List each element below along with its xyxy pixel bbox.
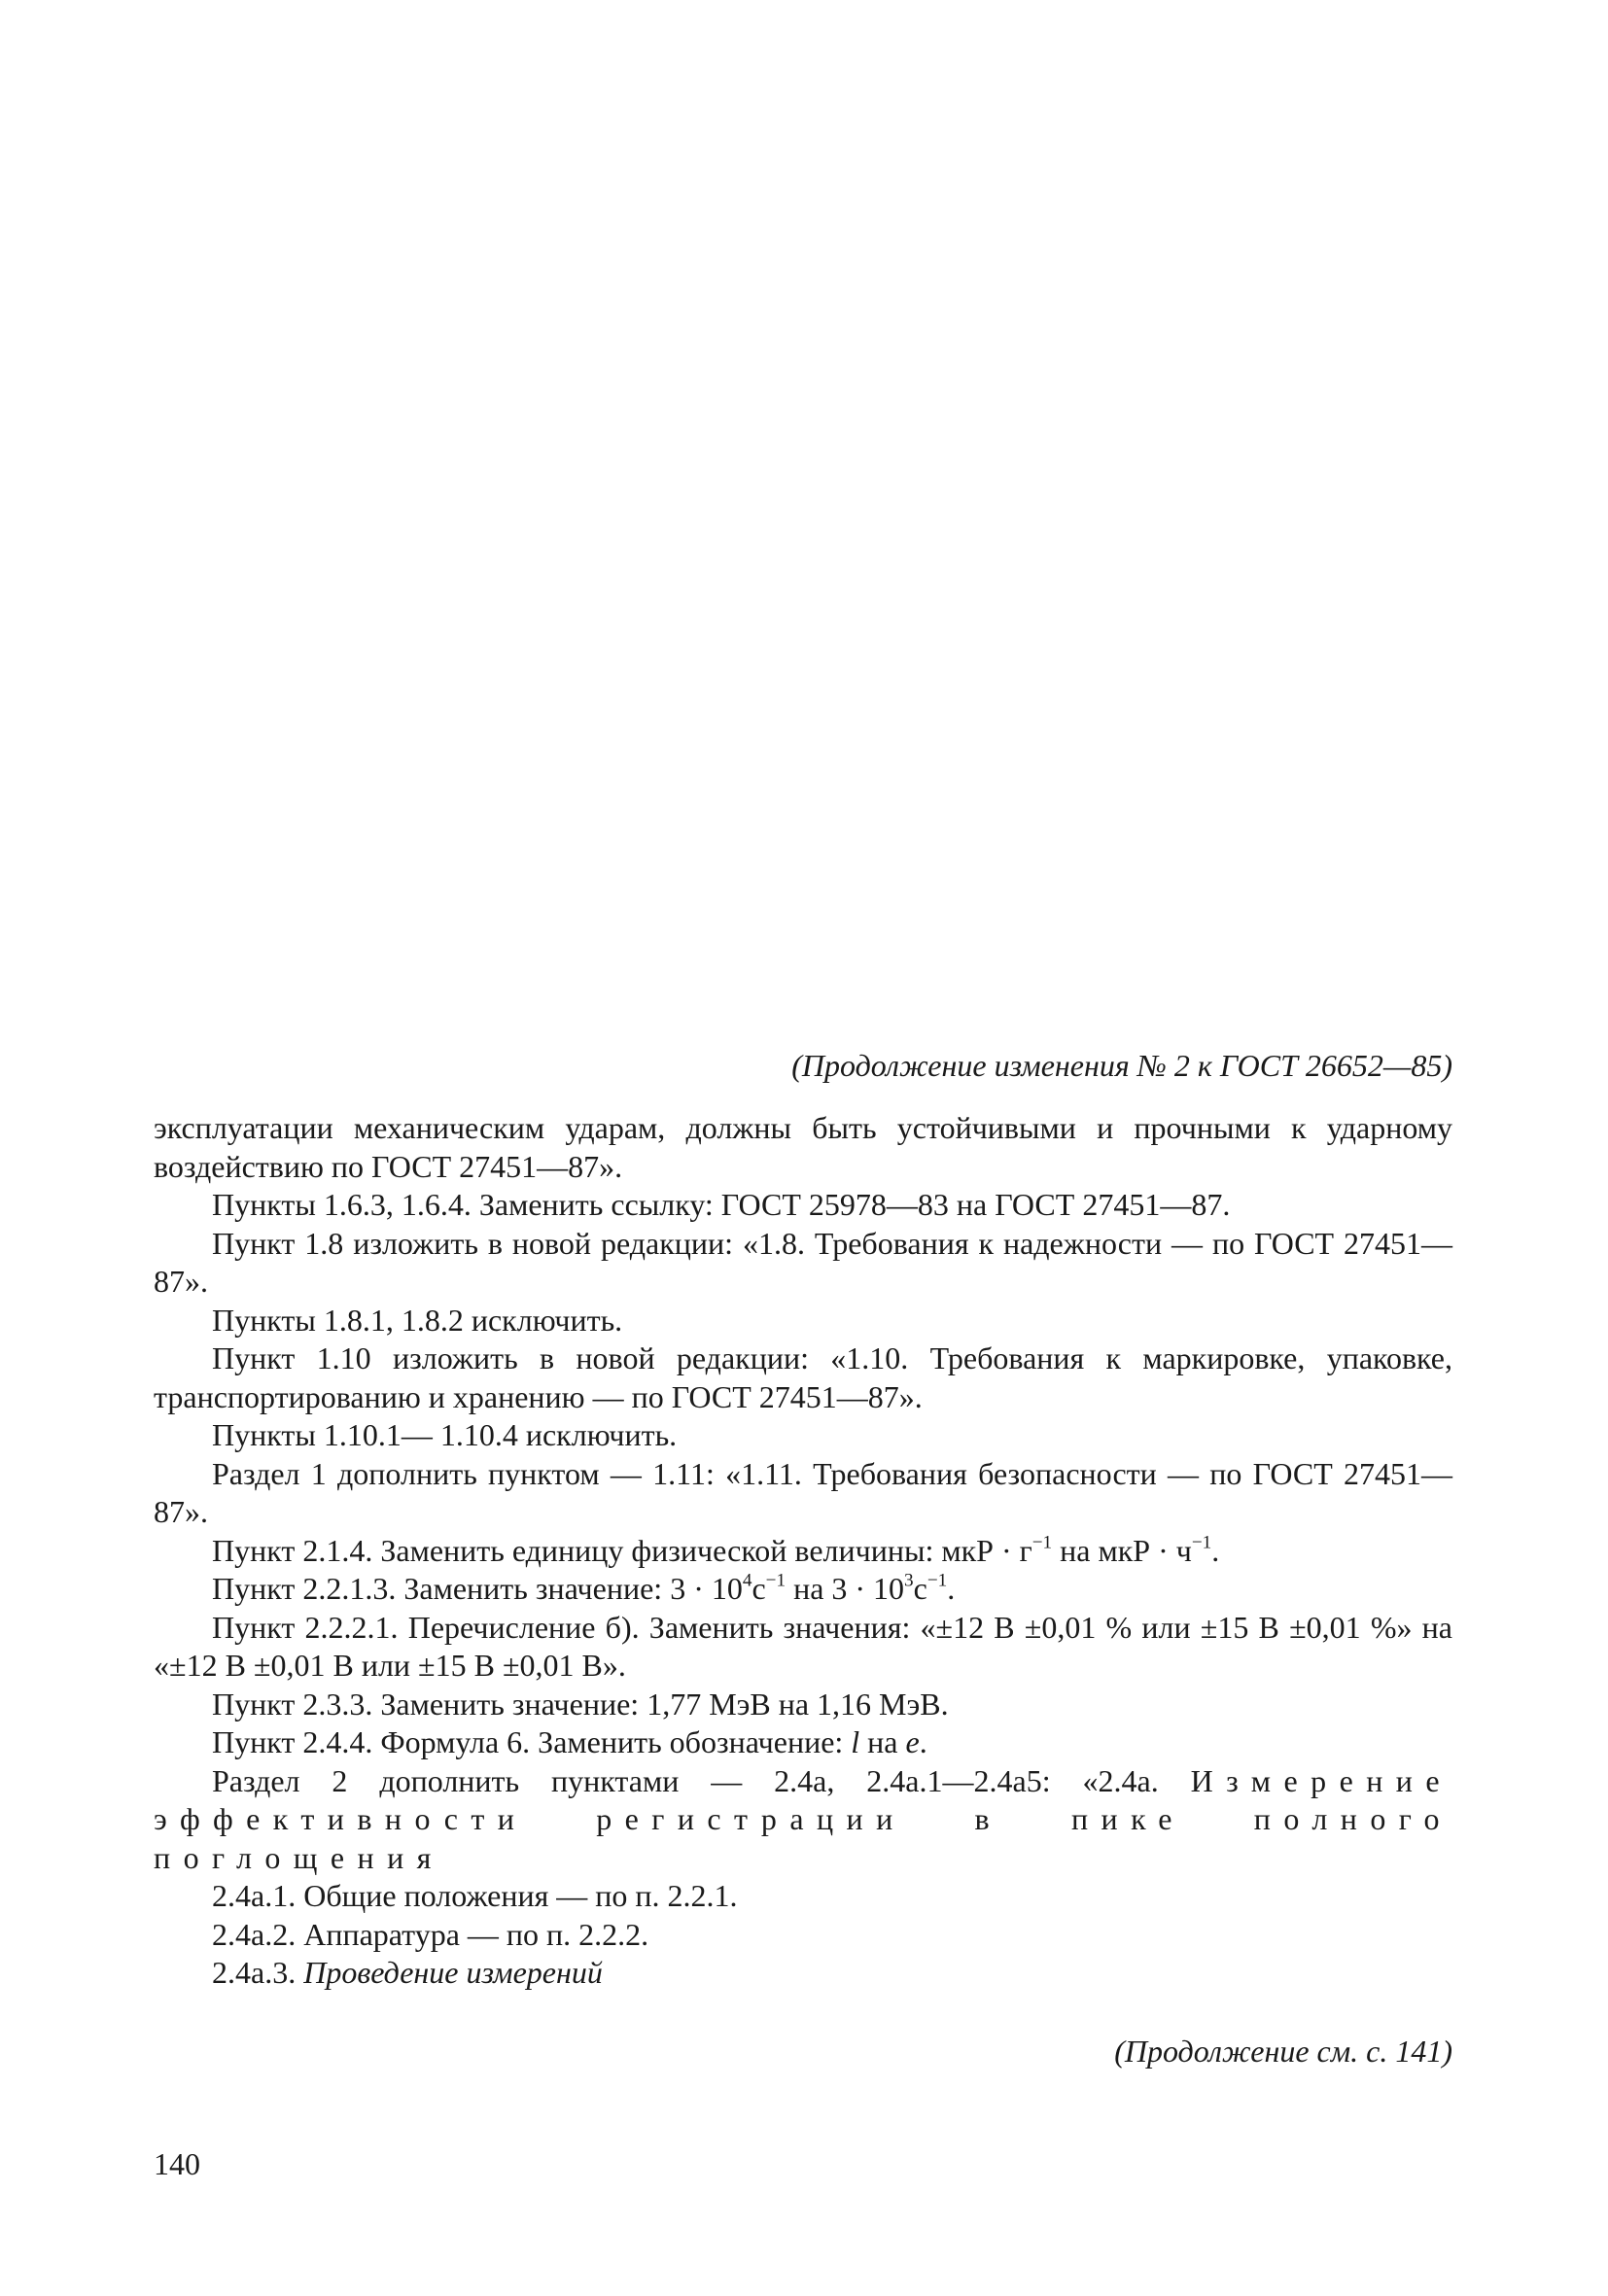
paragraph-11: Пункт 2.3.3. Заменить значение: 1,77 МэВ на 1,16 МэВ. <box>212 1686 949 1722</box>
paragraph-9-end: . <box>947 1571 956 1606</box>
paragraph-9-sup-4: −1 <box>926 1570 948 1591</box>
paragraph-12-end: . <box>919 1724 927 1759</box>
paragraph-15: 2.4а.2. Аппаратура — по п. 2.2.2. <box>212 1916 649 1952</box>
paragraph-8-sup-1: −1 <box>1031 1532 1053 1553</box>
paragraph-12-symbol-1: l <box>851 1724 860 1759</box>
paragraph-9-sup-1: 4 <box>742 1570 752 1591</box>
header-continuation-note: (Продолжение изменения № 2 к ГОСТ 26652—85) <box>791 1048 1452 1083</box>
paragraph-13 <box>154 1762 1452 1878</box>
paragraph-16-italic: Проведение измерений <box>303 1955 603 1990</box>
paragraph-12-prefix: Пункт 2.4.4. Формула 6. Заменить обозначение: <box>212 1724 852 1759</box>
paragraph-2: Пункты 1.6.3, 1.6.4. Заменить ссылку: ГОСТ 25978—83 на ГОСТ 27451—87. <box>212 1187 1231 1222</box>
paragraph-7: Раздел 1 дополнить пунктом — 1.11: «1.11. Требования безопасности — по ГОСТ 27451—87». <box>154 1455 1452 1529</box>
paragraph-12-mid: на <box>859 1724 906 1759</box>
paragraph-13-prefix: Раздел 2 дополнить пунктами — 2.4а, 2.4а.1—2.4а5: «2.4а. <box>212 1762 1191 1798</box>
paragraph-9-mid-2: на 3 · 10 <box>786 1571 905 1606</box>
paragraph-9-sup-2: −1 <box>765 1570 787 1591</box>
paragraph-8 <box>154 1532 1452 1571</box>
footer-continuation-note: (Продолжение см. с. 141) <box>1114 2034 1452 2069</box>
paragraph-9 <box>154 1570 1452 1609</box>
paragraph-9-mid-3: с <box>913 1571 927 1606</box>
paragraph-13-spaced-heading: Измерение эффективности регистрации в пике полного поглощения <box>154 1762 1452 1875</box>
paragraph-6: Пункты 1.10.1— 1.10.4 исключить. <box>212 1417 678 1452</box>
paragraph-4: Пункты 1.8.1, 1.8.2 исключить. <box>212 1302 623 1338</box>
paragraph-3: Пункт 1.8 изложить в новой редакции: «1.8. Требования к надежности — по ГОСТ 27451—87». <box>154 1225 1452 1299</box>
paragraph-12 <box>154 1723 1452 1762</box>
paragraph-16 <box>154 1954 1452 1993</box>
page-number: 140 <box>154 2146 200 2181</box>
paragraph-5: Пункт 1.10 изложить в новой редакции: «1.10. Требования к маркировке, упаковке, транспортированию и хранению — по ГОСТ 27451—87». <box>154 1340 1452 1414</box>
paragraph-16-prefix: 2.4а.3. <box>212 1955 304 1990</box>
paragraph-14: 2.4а.1. Общие положения — по п. 2.2.1. <box>212 1878 738 1913</box>
paragraph-8-prefix: Пункт 2.1.4. Заменить единицу физической величины: мкР · г <box>212 1532 1032 1568</box>
paragraph-8-end: . <box>1211 1532 1220 1568</box>
paragraph-9-mid-1: с <box>752 1571 766 1606</box>
paragraph-8-mid: на мкР · ч <box>1052 1532 1192 1568</box>
paragraph-1: эксплуатации механическим ударам, должны быть устойчивыми и прочными к ударному воздействию по ГОСТ 27451—87». <box>154 1110 1452 1184</box>
paragraph-8-sup-2: −1 <box>1191 1532 1212 1553</box>
paragraph-10: Пункт 2.2.2.1. Перечисление б). Заменить значения: «±12 В ±0,01 % или ±15 В ±0,01 %» на «±12 В ±0,01 В или ±15 В ±0,01 В». <box>154 1609 1452 1683</box>
paragraph-9-sup-3: 3 <box>904 1570 914 1591</box>
body-text <box>154 1109 1452 1993</box>
paragraph-12-symbol-2: e <box>905 1724 920 1759</box>
paragraph-9-prefix: Пункт 2.2.1.3. Заменить значение: 3 · 10 <box>212 1571 743 1606</box>
